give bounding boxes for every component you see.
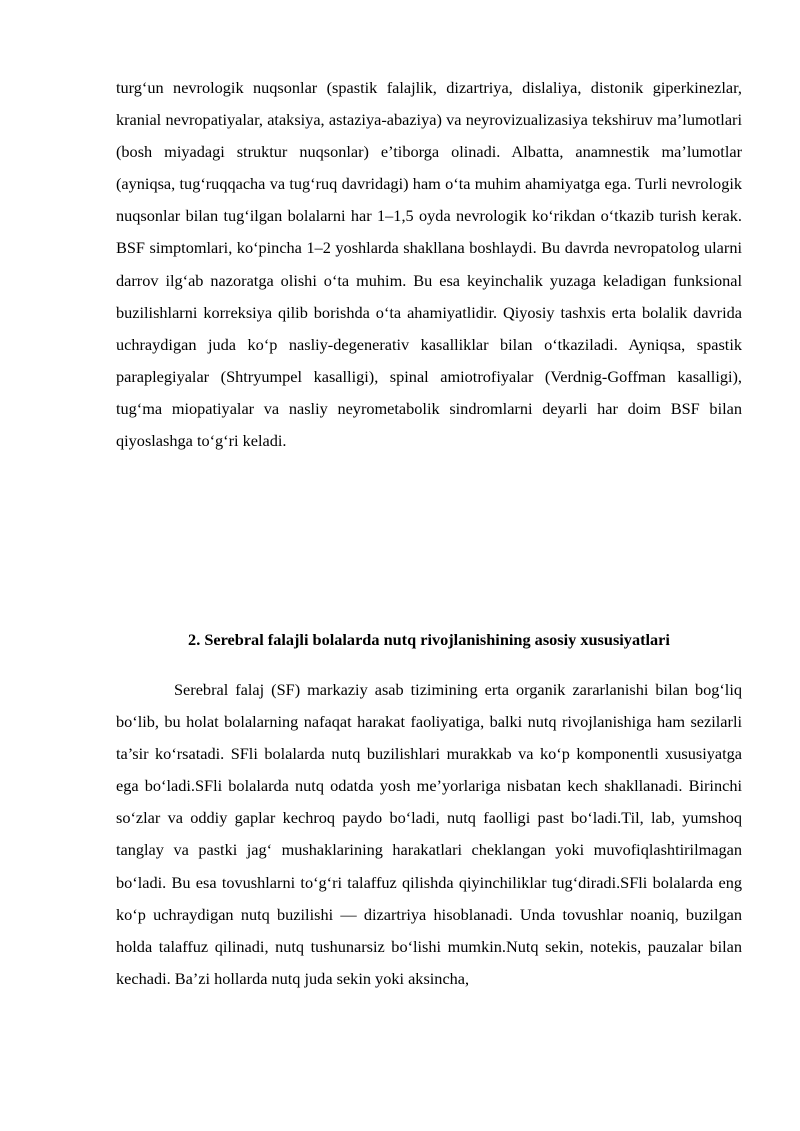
- body-paragraph-continued: turg‘un nevrologik nuqsonlar (spastik falajlik, dizartriya, dislaliya, distonik giperkinezlar, kranial nevropatiyalar, ataksiya, astaziya-abaziya) va neyrovizualizasiya tekshiruv ma’lumotlari (bosh miyadagi struktur nuqsonlar) e’tiborga olinadi. Albatta, anamnestik ma’lumotlar (ayniqsa, tug‘ruqqacha va tug‘ruq davridagi) ham o‘ta muhim ahamiyatga ega. Turli nevrologik nuqsonlar bilan tug‘ilgan bolalarni har 1–1,5 oyda nevrologik ko‘rikdan o‘tkazib turish kerak. BSF simptomlari, ko‘pincha 1–2 yoshlarda shakllana boshlaydi. Bu davrda nevropatolog ularni darrov ilg‘ab nazoratga olishi o‘ta muhim. Bu esa keyinchalik yuzaga keladigan funksional buzilishlarni korreksiya qilib borishda o‘ta ahamiyatlidir. Qiyosiy tashxis erta bolalik davrida uchraydigan juda ko‘p nasliy-degenerativ kasalliklar bilan o‘tkaziladi. Ayniqsa, spastik paraplegiyalar (Shtryumpel kasalligi), spinal amiotrofiyalar (Verdnig-Goffman kasalligi), tug‘ma miopatiyalar va nasliy neyrometabolik sindromlarni deyarli har doim BSF bilan qiyoslashga to‘g‘ri keladi.: [116, 78, 742, 451]
- body-paragraph: Serebral falaj (SF) markaziy asab tizimining erta organik zararlanishi bilan bog‘liq bo‘lib, bu holat bolalarning nafaqat harakat faoliyatiga, balki nutq rivojlanishiga ham sezilarli ta’sir ko‘rsatadi. SFli bolalarda nutq buzilishlari murakkab va ko‘p komponentli xususiyatga ega bo‘ladi.SFli bolalarda nutq odatda yosh me’yorlariga nisbatan kech shakllanadi. Birinchi so‘zlar va oddiy gaplar kechroq paydo bo‘ladi, nutq faolligi past bo‘ladi.Til, lab, yumshoq tanglay va pastki jag‘ mushaklarining harakatlari cheklangan yoki muvofiqlashtirilmagan bo‘ladi. Bu esa tovushlarni to‘g‘ri talaffuz qilishda qiyinchiliklar tug‘diradi.SFli bolalarda eng ko‘p uchraydigan nutq buzilishi — dizartriya hisoblanadi. Unda tovushlar noaniq, buzilgan holda talaffuz qilinadi, nutq tushunarsiz bo‘lishi mumkin.Nutq sekin, notekis, pauzalar bilan kechadi. Ba’zi hollarda nutq juda sekin yoki aksincha,: [116, 680, 742, 988]
- section-heading: 2. Serebral falajli bolalarda nutq rivojlanishining asosiy xususiyatlari: [188, 630, 670, 649]
